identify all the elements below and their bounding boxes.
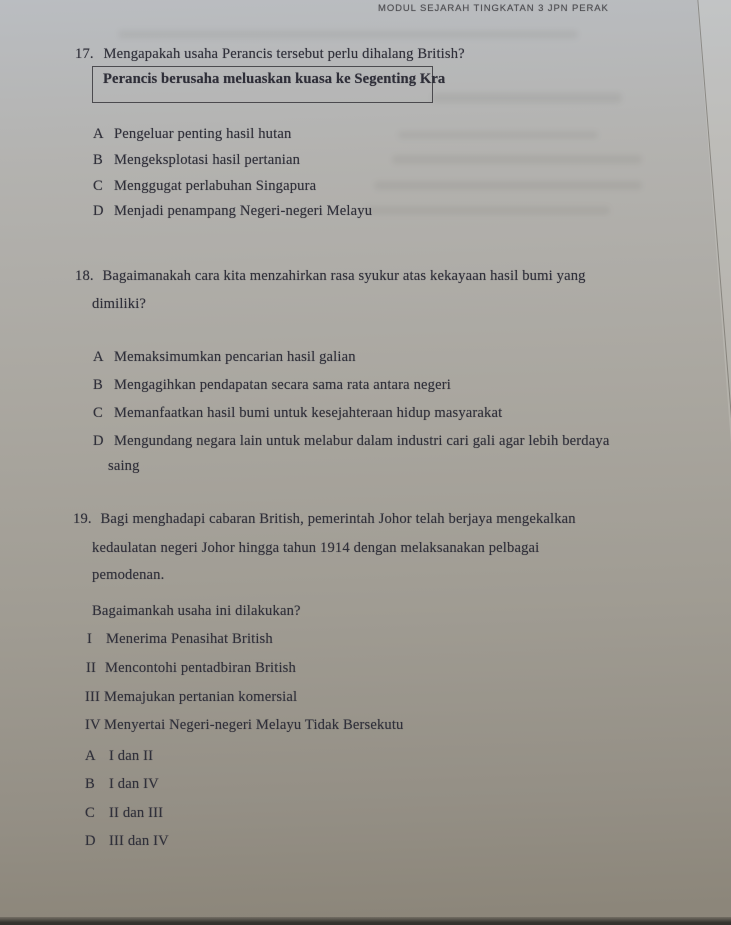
- option-letter: D: [93, 203, 104, 219]
- option-text: Menggugat perlabuhan Singapura: [114, 178, 317, 194]
- option-row: [93, 153, 300, 168]
- statement-text: Memajukan pertanian komersial: [104, 689, 298, 705]
- statement-row: [85, 690, 297, 705]
- question-19: [73, 512, 576, 527]
- page-header: MODUL SEJARAH TINGKATAN 3 JPN PERAK: [378, 3, 609, 14]
- statement-label: II: [86, 660, 97, 676]
- option-row: [85, 777, 159, 792]
- question-18: [75, 269, 586, 284]
- option-letter: C: [85, 805, 95, 821]
- option-letter: C: [93, 405, 103, 421]
- question-text-line: dimiliki?: [92, 296, 147, 312]
- option-text: I dan II: [109, 748, 154, 764]
- option-text: II dan III: [109, 805, 164, 821]
- option-row: [93, 378, 451, 393]
- statement-label: III: [85, 689, 101, 705]
- statement-text: Mencontohi pentadbiran British: [105, 660, 296, 676]
- option-row: [85, 749, 153, 764]
- option-letter: B: [93, 152, 103, 168]
- option-text: Memaksimumkan pencarian hasil galian: [114, 349, 356, 365]
- option-row: [93, 350, 356, 365]
- page-bottom-shadow: [0, 917, 731, 925]
- statement-text: Menerima Penasihat British: [106, 631, 273, 647]
- statement-label: I: [87, 631, 93, 647]
- option-text: Mengeksplotasi hasil pertanian: [114, 152, 301, 168]
- statement-row: [85, 718, 404, 733]
- ink-bleed-smudge: [364, 206, 610, 215]
- option-text: Menjadi penampang Negeri-negeri Melayu: [114, 203, 373, 219]
- option-letter: A: [93, 349, 104, 365]
- option-letter: D: [85, 833, 96, 849]
- option-row: [93, 127, 291, 142]
- ink-bleed-smudge: [398, 131, 598, 139]
- option-text: III dan IV: [109, 833, 169, 849]
- option-row: [93, 434, 609, 449]
- option-letter: B: [93, 377, 103, 393]
- ink-bleed-smudge: [118, 30, 578, 39]
- question-number: 19.: [73, 511, 92, 527]
- option-row: [85, 834, 169, 849]
- option-row: [93, 406, 502, 421]
- question-text: Mengapakah usaha Perancis tersebut perlu dihalang British?: [103, 46, 465, 62]
- option-text: I dan IV: [109, 776, 159, 792]
- statement-label: IV: [85, 717, 101, 733]
- question-number: 17.: [75, 46, 94, 62]
- option-text: Memanfaatkan hasil bumi untuk kesejahteraan hidup masyarakat: [114, 405, 503, 421]
- option-text-continuation: saing: [108, 458, 140, 474]
- option-row: [93, 204, 372, 219]
- option-letter: A: [85, 748, 96, 764]
- ink-bleed-smudge: [392, 155, 642, 164]
- stimulus-text: Perancis berusaha meluaskan kuasa ke Segenting Kra: [103, 71, 446, 87]
- option-text: Pengeluar penting hasil hutan: [114, 126, 292, 142]
- question-number: 18.: [75, 268, 94, 284]
- question-text-line: Bagi menghadapi cabaran British, pemerintah Johor telah berjaya mengekalkan: [100, 511, 576, 527]
- question-17: [75, 47, 465, 62]
- statement-text: Menyertai Negeri-negeri Melayu Tidak Bersekutu: [104, 717, 404, 733]
- question-text-line: pemodenan.: [92, 567, 165, 583]
- option-letter: B: [85, 776, 95, 792]
- option-row: [85, 806, 163, 821]
- option-text: Mengundang negara lain untuk melabur dalam industri cari gali agar lebih berdaya: [114, 433, 610, 449]
- statement-row: [86, 661, 296, 676]
- question-text-line: Bagaimanakah cara kita menzahirkan rasa syukur atas kekayaan hasil bumi yang: [102, 268, 586, 284]
- option-letter: D: [93, 433, 104, 449]
- option-row: [93, 179, 316, 194]
- statement-row: [87, 632, 273, 647]
- ink-bleed-smudge: [374, 181, 642, 190]
- question-text-line: kedaulatan negeri Johor hingga tahun 1914 dengan melaksanakan pelbagai: [92, 540, 540, 556]
- option-letter: A: [93, 126, 104, 142]
- stimulus-box: [92, 66, 446, 103]
- option-text: Mengagihkan pendapatan secara sama rata antara negeri: [114, 377, 451, 393]
- sub-question-text: Bagaimankah usaha ini dilakukan?: [92, 603, 301, 619]
- ink-bleed-smudge: [432, 93, 622, 103]
- option-letter: C: [93, 178, 103, 194]
